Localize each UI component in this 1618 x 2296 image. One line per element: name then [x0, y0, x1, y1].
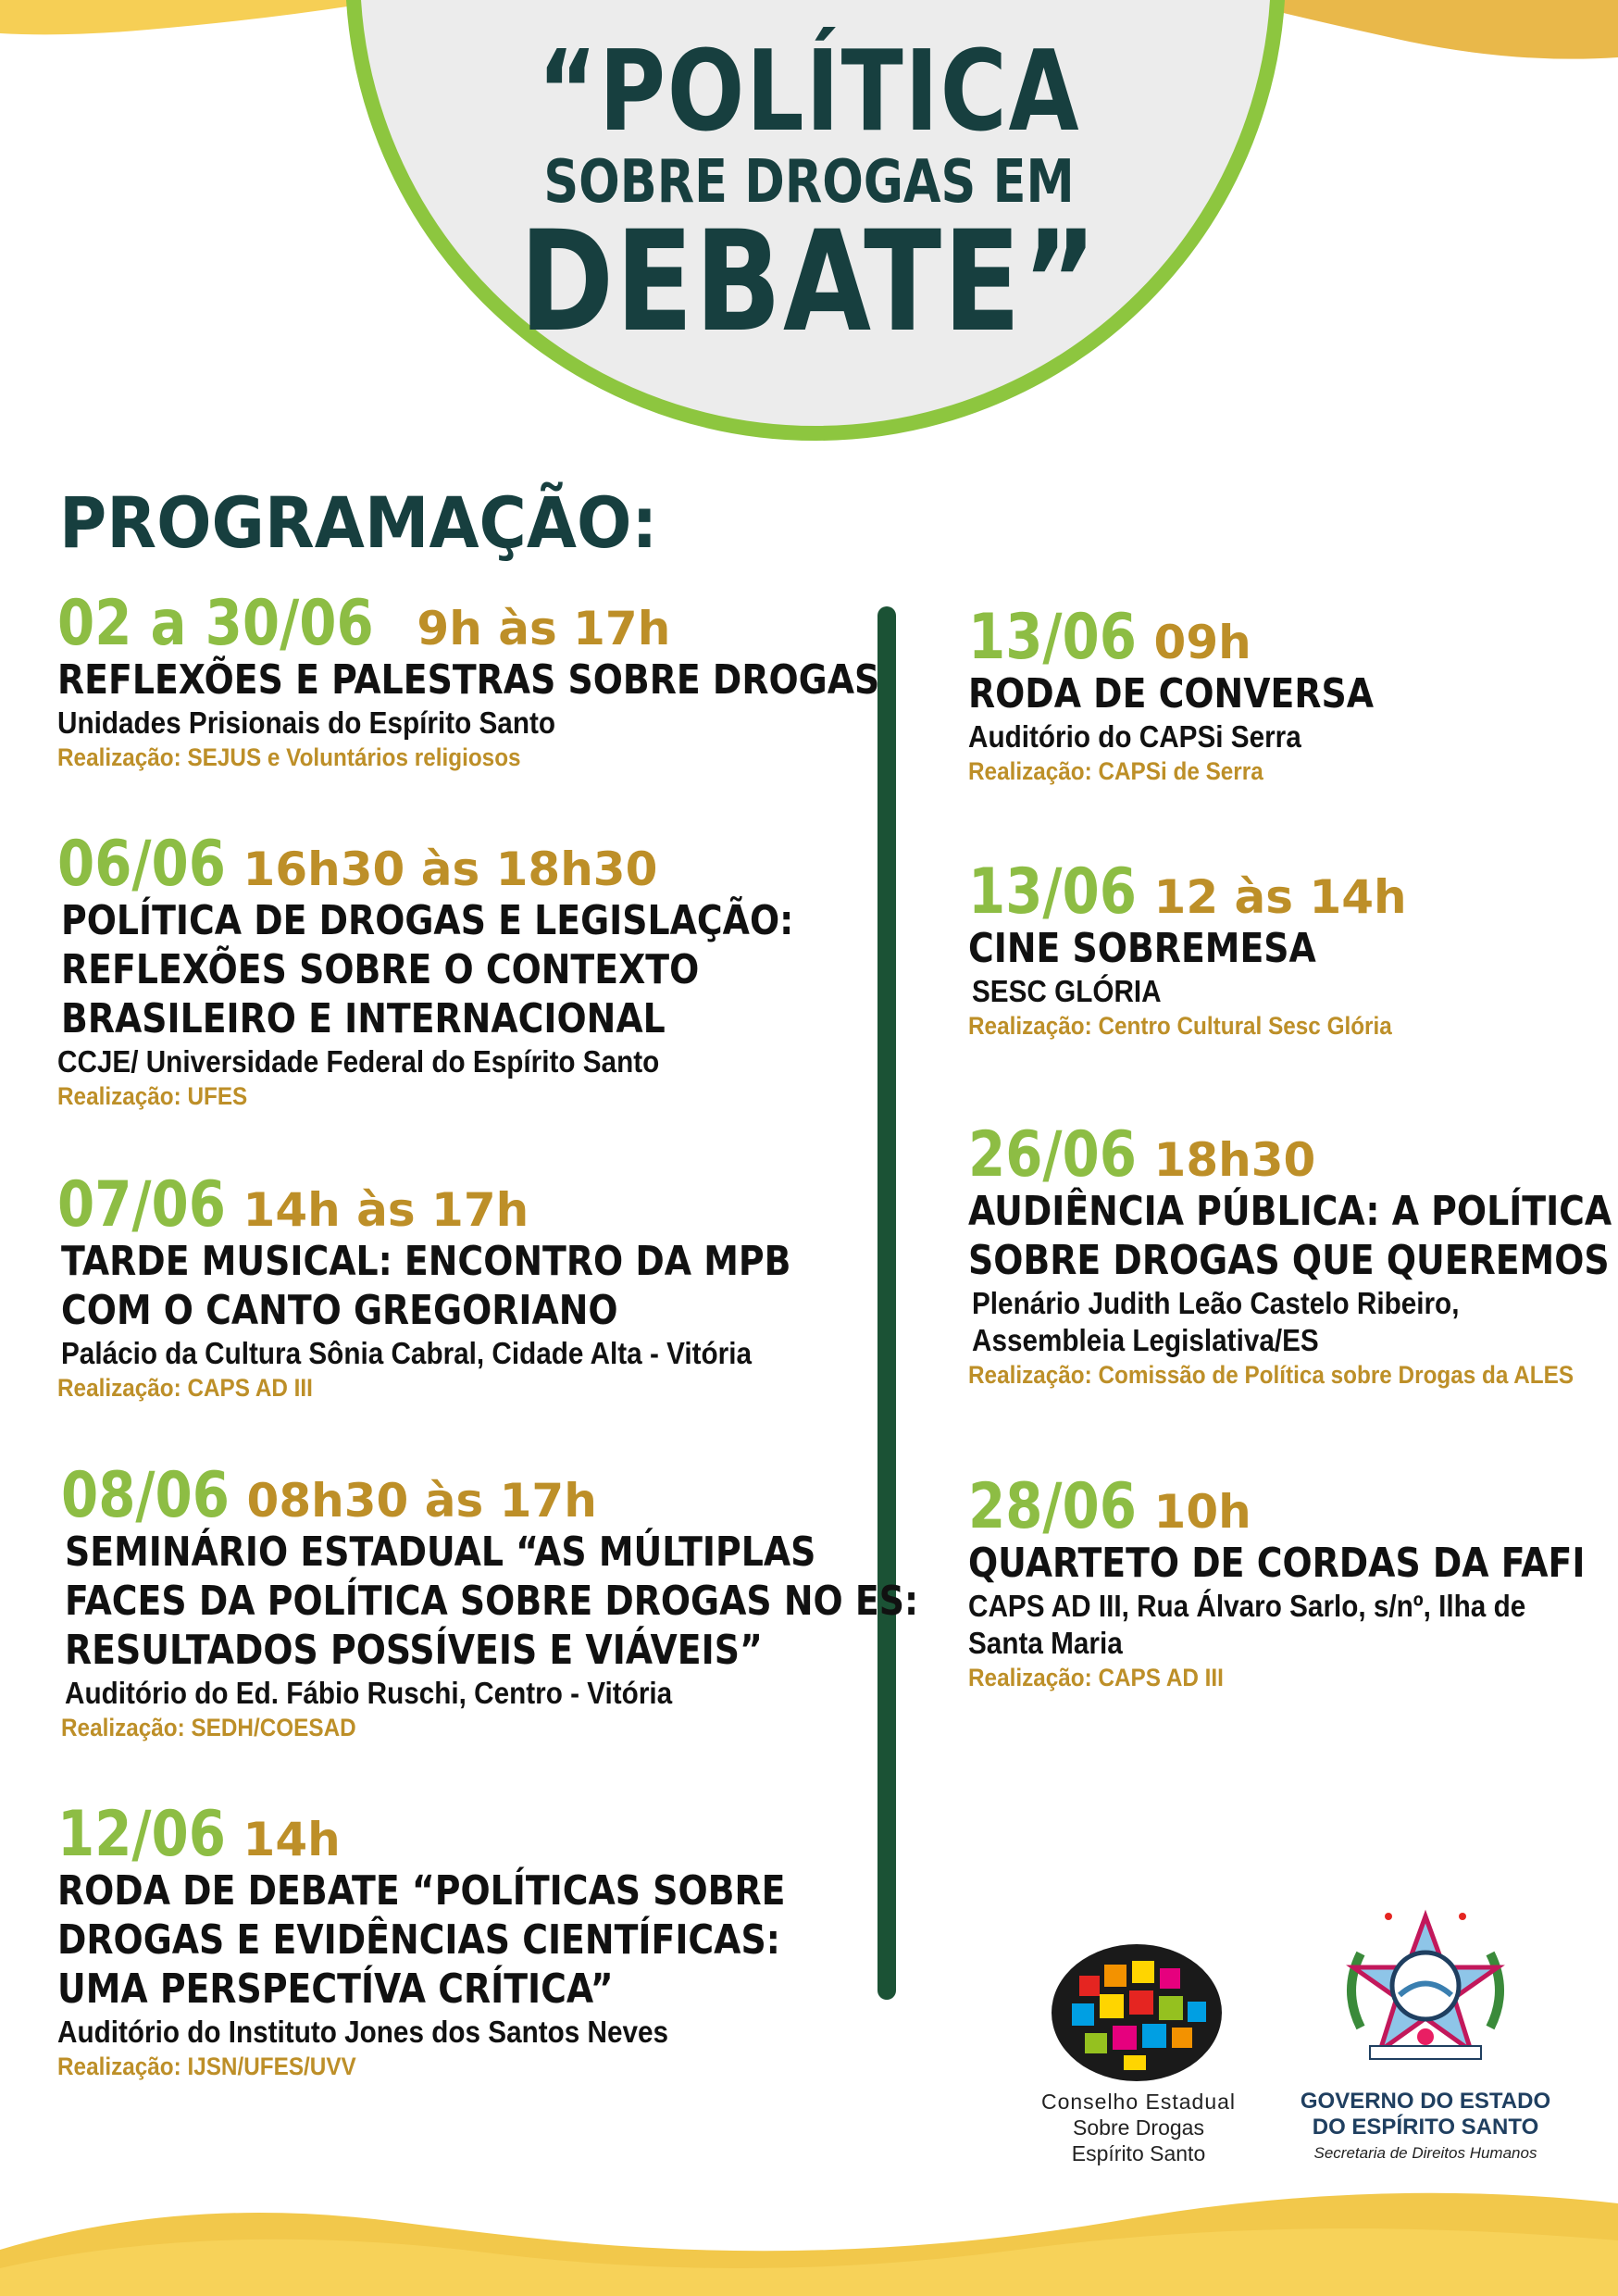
event-item	[61, 1459, 1057, 1743]
event-item	[968, 1118, 1618, 1391]
event-location: Unidades Prisionais do Espírito Santo	[57, 705, 556, 740]
event-date: 13/06	[968, 601, 1137, 674]
event-title: CINE SOBREMESA	[968, 925, 1316, 972]
event-title: SEMINÁRIO ESTADUAL “AS MÚLTIPLAS FACES DA POLÍTICA SOBRE DROGAS NO ES: RESULTADOS POSSÍVEIS E VIÁVEIS”	[65, 1529, 919, 1674]
event-location: Auditório do Ed. Fábio Ruschi, Centro - Vitória	[65, 1676, 673, 1710]
event-time: 09h	[1153, 616, 1251, 669]
event-organizer: Realização: SEDH/COESAD	[61, 1714, 356, 1741]
event-item	[57, 828, 913, 1112]
event-time: 10h	[1153, 1485, 1251, 1539]
event-date: 02 a 30/06	[57, 587, 374, 660]
title-line-1: “POLÍTICA	[537, 28, 1081, 156]
event-location: CCJE/ Universidade Federal do Espírito Santo	[57, 1044, 660, 1079]
event-location: CAPS AD III, Rua Álvaro Sarlo, s/nº, Ilha de Santa Maria	[968, 1589, 1526, 1660]
event-organizer: Realização: CAPS AD III	[57, 1374, 313, 1402]
conselho-logo-caption: Conselho Estadual Sobre Drogas Espírito Santo	[1040, 2090, 1237, 2165]
event-item	[57, 1168, 910, 1404]
title-line-2: SOBRE DROGAS EM	[543, 148, 1075, 217]
event-date: 28/06	[968, 1470, 1137, 1543]
event-date: 07/06	[57, 1168, 226, 1242]
event-item	[968, 1470, 1618, 1693]
event-organizer: Realização: Comissão de Política sobre Drogas da ALES	[968, 1361, 1574, 1389]
event-organizer: Realização: UFES	[57, 1082, 248, 1110]
title-line-3: DEBATE”	[519, 202, 1099, 363]
event-date: 12/06	[57, 1798, 226, 1871]
section-title: PROGRAMAÇÃO:	[59, 481, 658, 564]
event-organizer: Realização: SEJUS e Voluntários religiosos	[57, 743, 521, 771]
event-organizer: Realização: IJSN/UFES/UVV	[57, 2053, 356, 2080]
governo-logo-caption: GOVERNO DO ESTADO DO ESPÍRITO SANTO Secretaria de Direitos Humanos	[1300, 2089, 1551, 2162]
event-title: RODA DE DEBATE “POLÍTICAS SOBRE DROGAS E EVIDÊNCIAS CIENTÍFICAS: UMA PERSPECTÍVA CRÍTICA”	[57, 1867, 786, 2013]
event-location: Auditório do CAPSi Serra	[968, 719, 1301, 754]
event-title: QUARTETO DE CORDAS DA FAFI	[968, 1540, 1586, 1587]
state-coat-of-arms-icon	[1333, 1898, 1518, 2083]
event-location: Auditório do Instituto Jones dos Santos Neves	[57, 2015, 669, 2049]
event-item	[968, 855, 1439, 1042]
event-location: Palácio da Cultura Sônia Cabral, Cidade Alta - Vitória	[61, 1336, 752, 1370]
event-location: SESC GLÓRIA	[972, 974, 1162, 1008]
event-item	[968, 601, 1439, 787]
event-title: AUDIÊNCIA PÚBLICA: A POLÍTICA SOBRE DROGAS QUE QUEREMOS	[968, 1188, 1612, 1284]
event-time: 9h às 17h	[417, 602, 671, 655]
event-time: 08h30 às 17h	[246, 1474, 597, 1528]
event-item	[57, 1798, 904, 2082]
event-date: 06/06	[57, 828, 226, 901]
event-time: 16h30 às 18h30	[243, 842, 658, 896]
event-date: 26/06	[968, 1118, 1137, 1192]
event-title: RODA DE CONVERSA	[968, 670, 1375, 718]
conselho-logo-icon	[1044, 1937, 1229, 2090]
event-title: TARDE MUSICAL: ENCONTRO DA MPB COM O CANTO GREGORIANO	[61, 1238, 791, 1334]
event-location: Plenário Judith Leão Castelo Ribeiro, Assembleia Legislativa/ES	[972, 1286, 1460, 1357]
event-organizer: Realização: Centro Cultural Sesc Glória	[968, 1012, 1392, 1040]
yellow-wave-bottom	[0, 2166, 1618, 2296]
event-organizer: Realização: CAPS AD III	[968, 1664, 1224, 1691]
event-date: 08/06	[61, 1459, 230, 1532]
event-title: POLÍTICA DE DROGAS E LEGISLAÇÃO: REFLEXÕES SOBRE O CONTEXTO BRASILEIRO E INTERNACIONAL	[61, 897, 794, 1042]
event-time: 14h	[243, 1813, 341, 1866]
event-item	[57, 587, 1014, 773]
event-time: 12 às 14h	[1153, 870, 1407, 924]
event-time: 14h às 17h	[243, 1183, 529, 1237]
event-title: REFLEXÕES E PALESTRAS SOBRE DROGAS	[57, 656, 880, 704]
event-date: 13/06	[968, 855, 1137, 929]
event-time: 18h30	[1153, 1133, 1316, 1187]
event-organizer: Realização: CAPSi de Serra	[968, 757, 1263, 785]
